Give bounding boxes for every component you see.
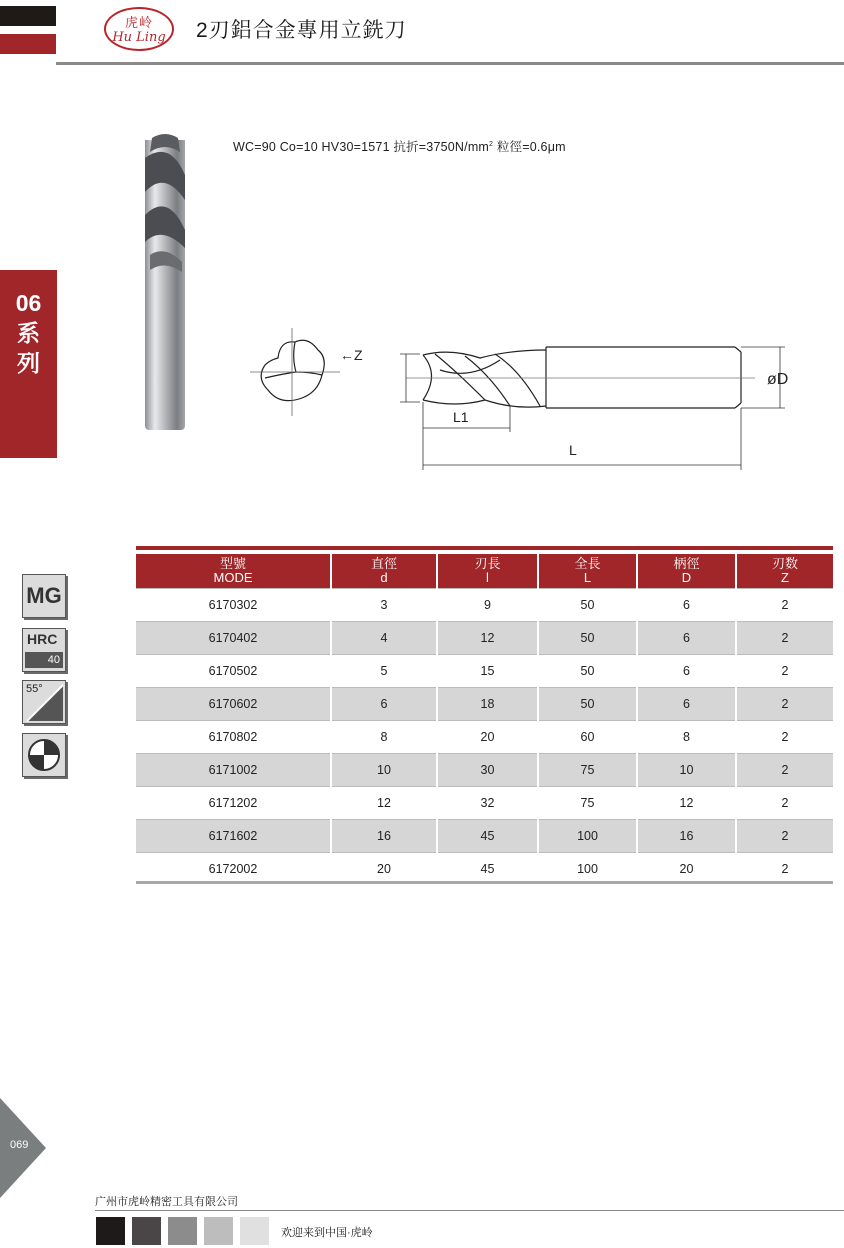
product-spec-table [136, 554, 833, 885]
hrc-hardness-icon [22, 628, 66, 672]
table-row [136, 787, 833, 820]
cell-flute-length: 45 [437, 820, 538, 853]
color-swatch [204, 1217, 233, 1245]
side-view-drawing [423, 347, 741, 408]
cell-shank-diameter: 6 [637, 622, 736, 655]
hrc-value-bar [25, 652, 63, 668]
company-name: 广州市虎岭精密工具有限公司 [95, 1196, 238, 1208]
cell-flutes: 2 [736, 721, 833, 754]
cell-diameter: 16 [331, 820, 437, 853]
page-title: 2刃鋁合金專用立銑刀 [196, 19, 407, 42]
cell-overall-length: 60 [538, 721, 637, 754]
cell-diameter: 12 [331, 787, 437, 820]
table-row [136, 688, 833, 721]
cell-flutes: 2 [736, 754, 833, 787]
cell-model: 6170802 [136, 721, 331, 754]
cell-shank-diameter: 12 [637, 787, 736, 820]
material-spec-superscript: 2 [489, 140, 494, 148]
cell-model: 6172002 [136, 853, 331, 886]
cell-flute-length: 18 [437, 688, 538, 721]
logo-english-text: Hu Ling [112, 30, 166, 45]
color-swatch [168, 1217, 197, 1245]
col-header-shank-diameter: 柄徑 D [637, 554, 736, 589]
cell-diameter: 3 [331, 589, 437, 622]
material-spec-main: WC=90 Co=10 HV30=1571 抗折=3750N/mm [233, 140, 490, 154]
cell-diameter: 20 [331, 853, 437, 886]
label-l: L [569, 442, 577, 458]
cell-overall-length: 50 [538, 622, 637, 655]
cell-overall-length: 75 [538, 754, 637, 787]
label-z: ←Z [340, 347, 363, 363]
cell-overall-length: 75 [538, 787, 637, 820]
table-row [136, 655, 833, 688]
material-spec-tail: 粒徑=0.6μm [493, 140, 566, 154]
cell-diameter: 4 [331, 622, 437, 655]
end-view-drawing [261, 340, 324, 400]
table-row [136, 622, 833, 655]
series-label-char-2: 列 [17, 350, 40, 376]
cell-flute-length: 20 [437, 721, 538, 754]
cell-flutes: 2 [736, 688, 833, 721]
cell-overall-length: 50 [538, 589, 637, 622]
cell-flutes: 2 [736, 787, 833, 820]
header-black-bar [0, 6, 56, 26]
series-label-char-1: 系 [17, 320, 40, 346]
table-bottom-rule [136, 881, 833, 884]
series-number: 06 [15, 290, 42, 316]
logo-chinese-text: 虎岭 [124, 16, 153, 31]
cell-overall-length: 50 [538, 688, 637, 721]
cell-flutes: 2 [736, 589, 833, 622]
cell-shank-diameter: 6 [637, 688, 736, 721]
cell-model: 6171202 [136, 787, 331, 820]
mg-material-icon: MG [22, 574, 66, 618]
cell-flute-length: 12 [437, 622, 538, 655]
cell-model: 6171002 [136, 754, 331, 787]
color-swatch [240, 1217, 269, 1245]
cell-flutes: 2 [736, 622, 833, 655]
cell-model: 6170502 [136, 655, 331, 688]
cell-shank-diameter: 16 [637, 820, 736, 853]
table-row [136, 754, 833, 787]
cell-shank-diameter: 6 [637, 655, 736, 688]
hrc-value: 40 [47, 654, 60, 666]
col-header-model: 型號 MODE [136, 554, 331, 589]
cell-overall-length: 100 [538, 853, 637, 886]
company-logo [104, 7, 174, 51]
cell-shank-diameter: 6 [637, 589, 736, 622]
cell-model: 6170602 [136, 688, 331, 721]
page-number: 069 [10, 1139, 29, 1151]
table-header-row [136, 554, 833, 589]
col-header-flute-length: 刃長 l [437, 554, 538, 589]
header-divider [56, 62, 844, 65]
two-flute-icon [22, 733, 66, 777]
cell-model: 6170302 [136, 589, 331, 622]
table-top-rule [136, 546, 833, 550]
color-swatch [132, 1217, 161, 1245]
table-row [136, 721, 833, 754]
cell-flute-length: 45 [437, 853, 538, 886]
cell-diameter: 5 [331, 655, 437, 688]
welcome-text: 欢迎来到中国·虎岭 [281, 1227, 373, 1239]
cell-flute-length: 15 [437, 655, 538, 688]
cell-diameter: 6 [331, 688, 437, 721]
helix-angle-icon [22, 680, 66, 724]
cell-flutes: 2 [736, 853, 833, 886]
cell-model: 6171602 [136, 820, 331, 853]
cell-overall-length: 50 [538, 655, 637, 688]
label-l1: L1 [453, 409, 469, 425]
cell-flutes: 2 [736, 655, 833, 688]
table-row [136, 589, 833, 622]
cell-model: 6170402 [136, 622, 331, 655]
cell-shank-diameter: 8 [637, 721, 736, 754]
col-header-diameter: 直徑 d [331, 554, 437, 589]
color-swatch [96, 1217, 125, 1245]
cell-flute-length: 30 [437, 754, 538, 787]
label-shank-diameter: øD [767, 371, 789, 388]
end-mill-photo [130, 130, 200, 435]
table-row [136, 820, 833, 853]
material-spec [233, 137, 566, 155]
cell-diameter: 8 [331, 721, 437, 754]
technical-drawing [240, 320, 810, 475]
helix-angle-value: 55° [26, 683, 43, 695]
cell-shank-diameter: 20 [637, 853, 736, 886]
cell-diameter: 10 [331, 754, 437, 787]
cell-flute-length: 9 [437, 589, 538, 622]
cell-overall-length: 100 [538, 820, 637, 853]
cell-flutes: 2 [736, 820, 833, 853]
cell-shank-diameter: 10 [637, 754, 736, 787]
col-header-flutes: 刃数 Z [736, 554, 833, 589]
cell-flute-length: 32 [437, 787, 538, 820]
col-header-overall-length: 全長 L [538, 554, 637, 589]
series-side-tab [0, 270, 57, 458]
header-red-bar [0, 34, 56, 54]
hrc-label: HRC [27, 631, 58, 647]
footer-divider [95, 1210, 844, 1211]
